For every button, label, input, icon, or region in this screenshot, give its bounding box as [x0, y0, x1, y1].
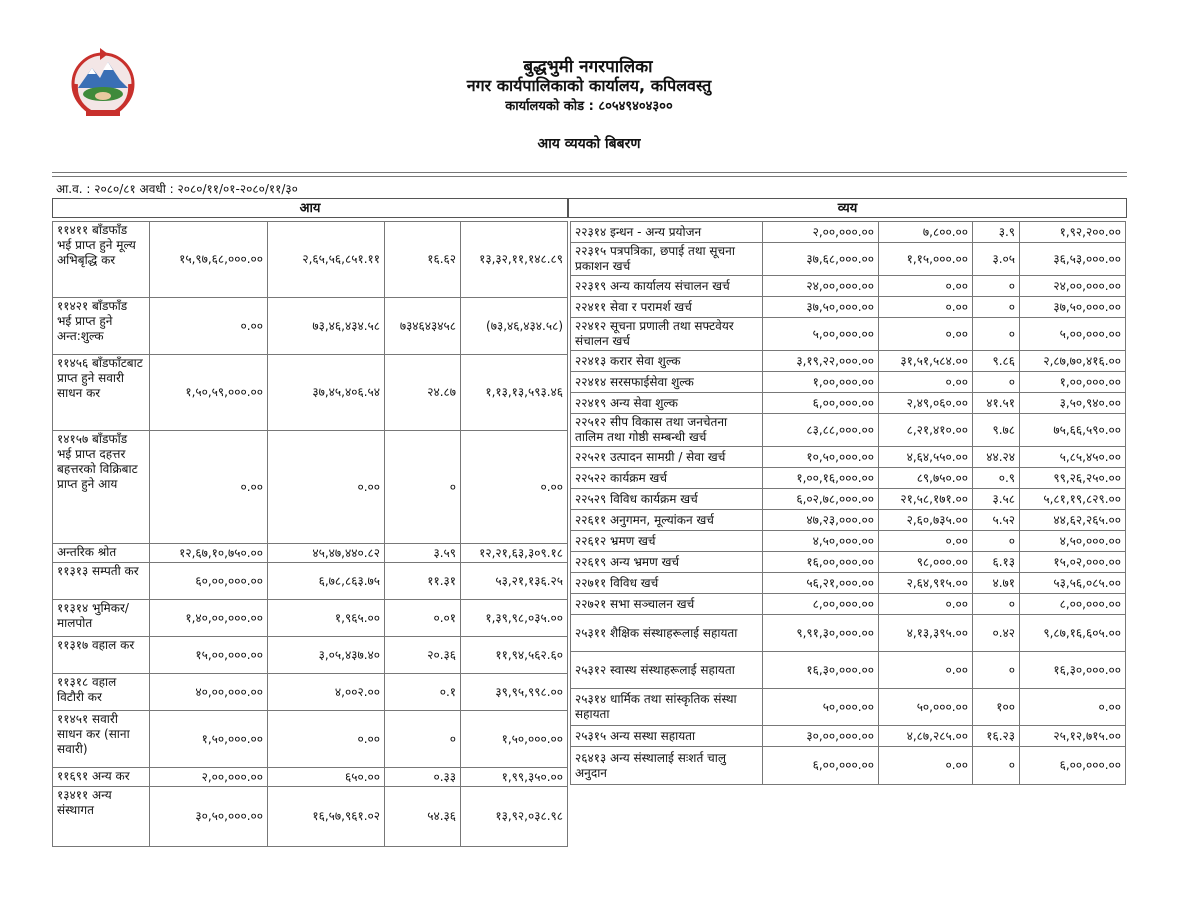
expense-expenditure-amount-cell: ३१,५१,५८४.०० — [879, 351, 973, 372]
income-percentage-cell: १६.६२ — [385, 222, 461, 298]
income-percentage-cell: ११.३१ — [385, 563, 461, 600]
expense-account-head-cell: २२४१९ अन्य सेवा शुल्क — [571, 393, 763, 414]
expense-budget-amount-cell: २४,००,०००.०० — [763, 276, 879, 297]
expense-percentage-cell: ०.४२ — [973, 615, 1020, 652]
income-section-header: आय — [52, 198, 568, 218]
expense-account-head-cell: २५३१२ स्वास्थ संस्थाहरूलाई सहायता — [571, 652, 763, 689]
expense-remaining-balance-cell: ८,००,०००.०० — [1020, 594, 1126, 615]
income-percentage-cell: २०.३६ — [385, 637, 461, 674]
income-budget-amount-cell: ६०,००,०००.०० — [150, 563, 268, 600]
expense-expenditure-amount-cell: ४,१३,३९५.०० — [879, 615, 973, 652]
expense-section-header: व्यय — [568, 198, 1127, 218]
expense-account-head-cell: २२५२९ विविध कार्यक्रम खर्च — [571, 489, 763, 510]
income-account-head-cell: ११४२१ बाँडफाँड भ‍ई प्राप्त हुने अन्त:शुल्क — [53, 298, 150, 355]
expense-budget-amount-cell: ५०,०००.०० — [763, 689, 879, 726]
expense-expenditure-amount-cell: २,४९,०६०.०० — [879, 393, 973, 414]
income-remaining-balance-cell: ५३,२१,१३६.२५ — [461, 563, 568, 600]
income-row — [53, 298, 568, 355]
expense-account-head-cell: २२७११ विविध खर्च — [571, 573, 763, 594]
expense-remaining-balance-cell: ३७,५०,०००.०० — [1020, 297, 1126, 318]
expense-budget-amount-cell: १०,५०,०००.०० — [763, 447, 879, 468]
expense-row — [571, 276, 1126, 297]
expense-percentage-cell: ० — [973, 652, 1020, 689]
expense-remaining-balance-cell: ६,००,०००.०० — [1020, 747, 1126, 785]
expense-budget-amount-cell: १,००,१६,०००.०० — [763, 468, 879, 489]
expense-percentage-cell: ० — [973, 318, 1020, 351]
expense-expenditure-amount-cell: ९८,०००.०० — [879, 552, 973, 573]
expense-row — [571, 222, 1126, 243]
income-row — [53, 355, 568, 431]
expense-account-head-cell: २२४१४ सरसफाईसेवा शुल्क — [571, 372, 763, 393]
income-row — [53, 544, 568, 563]
income-row — [53, 563, 568, 600]
income-remaining-balance-cell: १,३९,९८,०३५.०० — [461, 600, 568, 637]
income-percentage-cell: ० — [385, 431, 461, 544]
expense-budget-amount-cell: ८,००,०००.०० — [763, 594, 879, 615]
expense-account-head-cell: २५३१४ धार्मिक तथा सांस्कृतिक संस्था सहायता — [571, 689, 763, 726]
income-remaining-balance-cell: १३,३२,११,१४८.८९ — [461, 222, 568, 298]
income-expenditure-amount-cell: ३,०५,४३७.४० — [268, 637, 385, 674]
expense-expenditure-amount-cell: ०.०० — [879, 531, 973, 552]
income-remaining-balance-cell: ०.०० — [461, 431, 568, 544]
expense-budget-amount-cell: ८३,८८,०००.०० — [763, 414, 879, 447]
income-account-head-cell: ११३१३ सम्पती कर — [53, 563, 150, 600]
expense-percentage-cell: ३.०५ — [973, 243, 1020, 276]
expense-remaining-balance-cell: ५,८५,४५०.०० — [1020, 447, 1126, 468]
income-budget-amount-cell: ०.०० — [150, 431, 268, 544]
income-row — [53, 431, 568, 544]
expense-remaining-balance-cell: ५,८१,१९,८२९.०० — [1020, 489, 1126, 510]
income-account-head-cell: ११४११ बाँडफाँड भई प्राप्त हुने मूल्य अभिबृद्धि कर — [53, 222, 150, 298]
expense-remaining-balance-cell: १६,३०,०००.०० — [1020, 652, 1126, 689]
income-row — [53, 711, 568, 768]
income-remaining-balance-cell: ११,९४,५६२.६० — [461, 637, 568, 674]
expense-expenditure-amount-cell: ०.०० — [879, 276, 973, 297]
expense-expenditure-amount-cell: ०.०० — [879, 594, 973, 615]
expense-account-head-cell: २५३११ शैक्षिक संस्थाहरूलाई सहायता — [571, 615, 763, 652]
expense-percentage-cell: १०० — [973, 689, 1020, 726]
income-row — [53, 222, 568, 298]
income-remaining-balance-cell: ३९,९५,९९८.०० — [461, 674, 568, 711]
expense-budget-amount-cell: २,००,०००.०० — [763, 222, 879, 243]
income-row — [53, 600, 568, 637]
expense-percentage-cell: ० — [973, 594, 1020, 615]
expense-remaining-balance-cell: १,९२,२००.०० — [1020, 222, 1126, 243]
expense-remaining-balance-cell: ०.०० — [1020, 689, 1126, 726]
expense-budget-amount-cell: ५,००,०००.०० — [763, 318, 879, 351]
expense-remaining-balance-cell: ४४,६२,२६५.०० — [1020, 510, 1126, 531]
expense-expenditure-amount-cell: ०.०० — [879, 297, 973, 318]
income-account-head-cell: अन्तरिक श्रोत — [53, 544, 150, 563]
income-expenditure-amount-cell: ४,००२.०० — [268, 674, 385, 711]
expense-expenditure-amount-cell: ८,२१,४१०.०० — [879, 414, 973, 447]
expense-remaining-balance-cell: ५३,५६,०८५.०० — [1020, 573, 1126, 594]
expense-account-head-cell: २२६११ अनुगमन, मूल्यांकन खर्च — [571, 510, 763, 531]
expense-budget-amount-cell: ९,९१,३०,०००.०० — [763, 615, 879, 652]
income-expenditure-amount-cell: ७३,४६,४३४.५८ — [268, 298, 385, 355]
expense-account-head-cell: २२५२२ कार्यक्रम खर्च — [571, 468, 763, 489]
expense-remaining-balance-cell: १५,०२,०००.०० — [1020, 552, 1126, 573]
expense-expenditure-amount-cell: ८९,७५०.०० — [879, 468, 973, 489]
expense-budget-amount-cell: ३७,६८,०००.०० — [763, 243, 879, 276]
expense-percentage-cell: ५.५२ — [973, 510, 1020, 531]
income-expenditure-amount-cell: ०.०० — [268, 711, 385, 768]
income-percentage-cell: ० — [385, 711, 461, 768]
income-budget-amount-cell: १५,९७,६८,०००.०० — [150, 222, 268, 298]
income-expenditure-amount-cell: १६,५७,९६१.०२ — [268, 787, 385, 847]
income-budget-amount-cell: ०.०० — [150, 298, 268, 355]
expense-row — [571, 552, 1126, 573]
expense-row — [571, 689, 1126, 726]
expense-row — [571, 297, 1126, 318]
divider-top — [52, 172, 1127, 173]
income-account-head-cell: १४१५७ बाँडफाँड भई प्राप्त दहत्तर बहत्तरको विक्रिबाट प्राप्त हुने आय — [53, 431, 150, 544]
expense-budget-amount-cell: ६,००,०००.०० — [763, 747, 879, 785]
income-percentage-cell: ०.३३ — [385, 768, 461, 787]
expense-account-head-cell: २२५२१ उत्पादन सामग्री / सेवा खर्च — [571, 447, 763, 468]
expense-row — [571, 531, 1126, 552]
expense-expenditure-amount-cell: २,६०,७३५.०० — [879, 510, 973, 531]
income-expenditure-amount-cell: २,६५,५६,८५१.११ — [268, 222, 385, 298]
income-budget-amount-cell: १,५०,५९,०००.०० — [150, 355, 268, 431]
office-code: कार्यालयको कोड : ८०५४९४०४३०० — [505, 99, 673, 114]
income-budget-amount-cell: १,४०,००,०००.०० — [150, 600, 268, 637]
expense-percentage-cell: ० — [973, 276, 1020, 297]
expense-expenditure-amount-cell: २१,५८,१७१.०० — [879, 489, 973, 510]
income-account-head-cell: ११४५६ बाँडफाँटबाट प्राप्त हुने सवारी साधन कर — [53, 355, 150, 431]
expense-row — [571, 652, 1126, 689]
expense-account-head-cell: २२३१९ अन्य कार्यालय संचालन खर्च — [571, 276, 763, 297]
expense-remaining-balance-cell: ३६,५३,०००.०० — [1020, 243, 1126, 276]
expense-row — [571, 447, 1126, 468]
expense-remaining-balance-cell: ९९,२६,२५०.०० — [1020, 468, 1126, 489]
income-account-head-cell: ११३१४ भुमिकर/ मालपोत — [53, 600, 150, 637]
expense-percentage-cell: ९.८६ — [973, 351, 1020, 372]
income-budget-amount-cell: १५,००,०००.०० — [150, 637, 268, 674]
expense-row — [571, 489, 1126, 510]
expense-row — [571, 351, 1126, 372]
report-title: आय व्ययको बिबरण — [537, 136, 641, 152]
income-account-head-cell: ११४५१ सवारी साधन कर (साना सवारी) — [53, 711, 150, 768]
expense-remaining-balance-cell: ५,००,०००.०० — [1020, 318, 1126, 351]
expense-percentage-cell: ३.९ — [973, 222, 1020, 243]
expense-remaining-balance-cell: ९,८७,१६,६०५.०० — [1020, 615, 1126, 652]
expense-row — [571, 372, 1126, 393]
income-remaining-balance-cell: १,५०,०००.०० — [461, 711, 568, 768]
expense-percentage-cell: ३.५८ — [973, 489, 1020, 510]
income-percentage-cell: ०.१ — [385, 674, 461, 711]
expense-percentage-cell: ० — [973, 372, 1020, 393]
expense-row — [571, 510, 1126, 531]
expense-percentage-cell: ४४.२४ — [973, 447, 1020, 468]
expense-row — [571, 243, 1126, 276]
income-budget-amount-cell: २,००,०००.०० — [150, 768, 268, 787]
expense-budget-amount-cell: ३,१९,२२,०००.०० — [763, 351, 879, 372]
income-table — [52, 221, 568, 847]
income-account-head-cell: १३४११ अन्य संस्थागत — [53, 787, 150, 847]
expense-account-head-cell: २२४१२ सूचना प्रणाली तथा सफ्टवेयर संचालन खर्च — [571, 318, 763, 351]
expense-expenditure-amount-cell: ४,८७,२८५.०० — [879, 726, 973, 747]
office-name: नगर कार्यपालिकाको कार्यालय, कपिलवस्तु — [466, 76, 712, 95]
expense-remaining-balance-cell: १,००,०००.०० — [1020, 372, 1126, 393]
expense-budget-amount-cell: १,००,०००.०० — [763, 372, 879, 393]
fiscal-year-period: आ.व. : २०८०/८१ अवधी : २०८०/११/०१-२०८०/११/३० — [56, 182, 298, 196]
income-remaining-balance-cell: १,१३,१३,५९३.४६ — [461, 355, 568, 431]
income-account-head-cell: ११६९१ अन्य कर — [53, 768, 150, 787]
expense-budget-amount-cell: ६,०२,७८,०००.०० — [763, 489, 879, 510]
income-budget-amount-cell: ३०,५०,०००.०० — [150, 787, 268, 847]
expense-row — [571, 414, 1126, 447]
expense-expenditure-amount-cell: ०.०० — [879, 747, 973, 785]
income-budget-amount-cell: ४०,००,०००.०० — [150, 674, 268, 711]
expense-budget-amount-cell: १६,००,०००.०० — [763, 552, 879, 573]
page-bottom-margin — [52, 868, 1132, 910]
expense-budget-amount-cell: ६,००,०००.०० — [763, 393, 879, 414]
expense-expenditure-amount-cell: ०.०० — [879, 652, 973, 689]
municipality-name: बुद्धभुमी नगरपालिका — [523, 57, 653, 77]
income-percentage-cell: २४.८७ — [385, 355, 461, 431]
expense-account-head-cell: २२४११ सेवा र परामर्श खर्च — [571, 297, 763, 318]
income-expenditure-amount-cell: ४५,४७,४४०.८२ — [268, 544, 385, 563]
expense-budget-amount-cell: ४७,२३,०००.०० — [763, 510, 879, 531]
expense-remaining-balance-cell: ३,५०,९४०.०० — [1020, 393, 1126, 414]
expense-row — [571, 393, 1126, 414]
income-remaining-balance-cell: १३,९२,०३८.९८ — [461, 787, 568, 847]
expense-row — [571, 594, 1126, 615]
expense-expenditure-amount-cell: १,१५,०००.०० — [879, 243, 973, 276]
expense-account-head-cell: २२३१५ पत्रपत्रिका, छपाई तथा सूचना प्रकाशन खर्च — [571, 243, 763, 276]
income-expenditure-amount-cell: ६५०.०० — [268, 768, 385, 787]
income-row — [53, 768, 568, 787]
expense-budget-amount-cell: ५६,२१,०००.०० — [763, 573, 879, 594]
income-expenditure-amount-cell: ०.०० — [268, 431, 385, 544]
expense-percentage-cell: ० — [973, 297, 1020, 318]
income-row — [53, 787, 568, 847]
expense-remaining-balance-cell: २४,००,०००.०० — [1020, 276, 1126, 297]
income-remaining-balance-cell: १२,२१,६३,३०९.१८ — [461, 544, 568, 563]
income-account-head-cell: ११३१७ वहाल कर — [53, 637, 150, 674]
expense-account-head-cell: २२५१२ सीप विकास तथा जनचेतना तालिम तथा गोष्ठी सम्बन्धी खर्च — [571, 414, 763, 447]
income-budget-amount-cell: १,५०,०००.०० — [150, 711, 268, 768]
expense-account-head-cell: २२६१२ भ्रमण खर्च — [571, 531, 763, 552]
income-percentage-cell: ७३४६४३४५८ — [385, 298, 461, 355]
expense-expenditure-amount-cell: २,६४,९१५.०० — [879, 573, 973, 594]
income-row — [53, 637, 568, 674]
income-expenditure-amount-cell: ३७,४५,४०६.५४ — [268, 355, 385, 431]
expense-expenditure-amount-cell: ०.०० — [879, 372, 973, 393]
expense-remaining-balance-cell: २,८७,७०,४१६.०० — [1020, 351, 1126, 372]
expense-expenditure-amount-cell: ७,८००.०० — [879, 222, 973, 243]
expense-percentage-cell: ० — [973, 747, 1020, 785]
expense-percentage-cell: १६.२३ — [973, 726, 1020, 747]
expense-account-head-cell: २२३१४ इन्धन - अन्य प्रयोजन — [571, 222, 763, 243]
income-percentage-cell: ५४.३६ — [385, 787, 461, 847]
income-remaining-balance-cell: १,९९,३५०.०० — [461, 768, 568, 787]
expense-remaining-balance-cell: ४,५०,०००.०० — [1020, 531, 1126, 552]
expense-expenditure-amount-cell: ४,६४,५५०.०० — [879, 447, 973, 468]
expense-budget-amount-cell: ४,५०,०००.०० — [763, 531, 879, 552]
expense-percentage-cell: ४.७१ — [973, 573, 1020, 594]
income-remaining-balance-cell: (७३,४६,४३४.५८) — [461, 298, 568, 355]
income-expenditure-amount-cell: १,९६५.०० — [268, 600, 385, 637]
expense-remaining-balance-cell: २५,१२,७१५.०० — [1020, 726, 1126, 747]
expense-budget-amount-cell: १६,३०,०००.०० — [763, 652, 879, 689]
expense-row — [571, 468, 1126, 489]
expense-percentage-cell: ४१.५१ — [973, 393, 1020, 414]
expense-expenditure-amount-cell: ०.०० — [879, 318, 973, 351]
income-account-head-cell: ११३१८ वहाल विटौरी कर — [53, 674, 150, 711]
expense-row — [571, 615, 1126, 652]
expense-row — [571, 318, 1126, 351]
income-percentage-cell: ३.५९ — [385, 544, 461, 563]
divider-bottom — [52, 176, 1127, 177]
expense-row — [571, 747, 1126, 785]
expense-percentage-cell: ०.९ — [973, 468, 1020, 489]
expense-percentage-cell: ९.७८ — [973, 414, 1020, 447]
expense-expenditure-amount-cell: ५०,०००.०० — [879, 689, 973, 726]
expense-account-head-cell: २६४१३ अन्य संस्थालाई सःशर्त चालु अनुदान — [571, 747, 763, 785]
income-expenditure-amount-cell: ६,७८,८६३.७५ — [268, 563, 385, 600]
expense-account-head-cell: २२४१३ करार सेवा शुल्क — [571, 351, 763, 372]
expense-account-head-cell: २५३१५ अन्य सस्था सहायता — [571, 726, 763, 747]
expense-percentage-cell: ० — [973, 531, 1020, 552]
expense-row — [571, 726, 1126, 747]
expense-table — [570, 221, 1126, 785]
income-budget-amount-cell: १२,६७,१०,७५०.०० — [150, 544, 268, 563]
expense-remaining-balance-cell: ७५,६६,५९०.०० — [1020, 414, 1126, 447]
expense-budget-amount-cell: ३७,५०,०००.०० — [763, 297, 879, 318]
expense-row — [571, 573, 1126, 594]
expense-percentage-cell: ६.१३ — [973, 552, 1020, 573]
income-percentage-cell: ०.०१ — [385, 600, 461, 637]
expense-account-head-cell: २२६१९ अन्य भ्रमण खर्च — [571, 552, 763, 573]
expense-budget-amount-cell: ३०,००,०००.०० — [763, 726, 879, 747]
income-row — [53, 674, 568, 711]
expense-account-head-cell: २२७२१ सभा सञ्चालन खर्च — [571, 594, 763, 615]
